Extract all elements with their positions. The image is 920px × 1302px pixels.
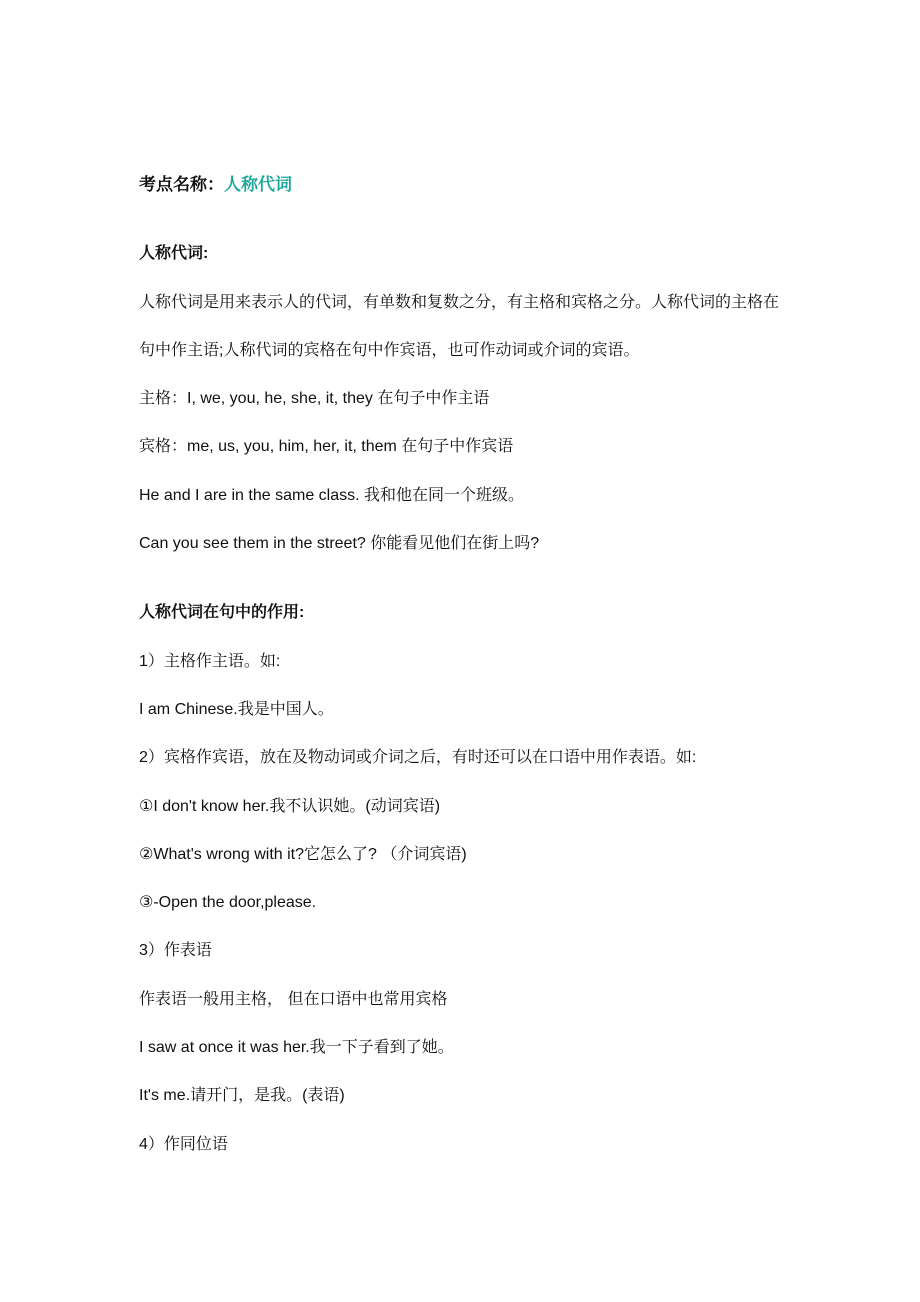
paragraph-line: 2）宾格作宾语，放在及物动词或介词之后，有时还可以在口语中用作表语。如:: [139, 749, 697, 767]
paragraph-line: 4）作同位语: [139, 1135, 228, 1153]
paragraph-line: 1）主格作主语。如:: [139, 652, 281, 670]
topic-label: 考点名称：: [139, 175, 224, 194]
topic-title: [139, 161, 799, 209]
paragraph-line: ①I don't know her.我不认识她。(动词宾语): [139, 797, 441, 815]
paragraph-line: 宾格：me, us, you, him, her, it, them 在句子中作宾语: [139, 438, 514, 456]
topic-value: 人称代词: [224, 175, 292, 194]
section-heading: 人称代词在句中的作用:: [139, 604, 305, 622]
paragraph-line: I am Chinese.我是中国人。: [139, 700, 334, 718]
paragraph-line: Can you see them in the street? 你能看见他们在街上吗?: [139, 535, 540, 553]
paragraph-line: ③-Open the door,please.: [139, 894, 317, 912]
document-page: [139, 161, 799, 1169]
paragraph-line: 人称代词是用来表示人的代词，有单数和复数之分，有主格和宾格之分。人称代词的主格在: [139, 293, 780, 311]
paragraph-line: I saw at once it was her.我一下子看到了她。: [139, 1039, 454, 1057]
paragraph-line: It's me.请开门，是我。(表语): [139, 1087, 345, 1105]
paragraph-line: He and I are in the same class. 我和他在同一个班级。: [139, 486, 525, 504]
paragraph-line: 句中作主语;人称代词的宾格在句中作宾语，也可作动词或介词的宾语。: [139, 341, 640, 359]
paragraph-line: 主格：I, we, you, he, she, it, they 在句子中作主语: [139, 390, 490, 408]
section-heading: 人称代词:: [139, 245, 209, 263]
paragraph-line: 作表语一般用主格， 但在口语中也常用宾格: [139, 990, 448, 1008]
paragraph-line: ②What's wrong with it?它怎么了? （介词宾语): [139, 845, 467, 863]
paragraph-line: 3）作表语: [139, 942, 212, 960]
